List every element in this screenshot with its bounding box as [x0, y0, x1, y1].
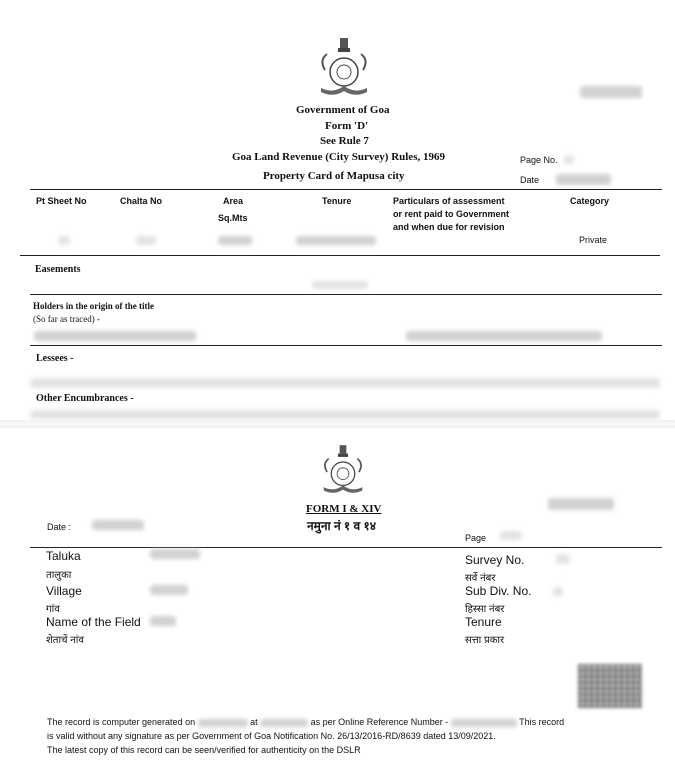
header-area-unit: Sq.Mts — [218, 213, 248, 223]
header-pt-sheet: Pt Sheet No — [36, 196, 87, 206]
category-value: Private — [579, 235, 608, 245]
redacted-date — [92, 520, 144, 530]
page-label: Page — [465, 533, 487, 543]
goa-emblem-icon — [317, 436, 369, 498]
survey-no-label: Survey No. — [465, 553, 525, 567]
form-title: FORM I & XIV — [306, 503, 382, 515]
qr-code-icon — [578, 664, 642, 708]
redacted-sub-div — [553, 587, 563, 596]
redacted-lessees — [30, 378, 660, 388]
survey-no-label-marathi: सर्वे नंबर — [465, 573, 496, 584]
taluka-label: Taluka — [46, 549, 81, 563]
redacted-ref — [548, 498, 614, 510]
header-particulars-2: or rent paid to Government — [393, 209, 510, 219]
property-card-title: Property Card of Mapusa city — [263, 170, 405, 182]
field-name-label: Name of the Field — [46, 615, 141, 629]
redacted-ref — [580, 86, 642, 98]
village-label: Village — [46, 584, 82, 598]
divider — [30, 547, 662, 548]
date-label: Date — [520, 175, 540, 185]
title-form-d: Form 'D' — [325, 120, 369, 132]
redacted-tenure — [296, 236, 376, 245]
redacted-easements — [312, 281, 368, 289]
page-no-label: Page No. — [520, 155, 558, 165]
date-label: Date : — [47, 522, 72, 532]
redacted-field-name — [150, 616, 176, 626]
lessees-label: Lessees - — [36, 353, 74, 364]
header-particulars-1: Particulars of assessment — [393, 196, 505, 206]
easements-label: Easements — [35, 264, 81, 275]
header-particulars-3: and when due for revision — [393, 222, 505, 232]
holders-sub-label: (So far as traced) - — [33, 314, 100, 324]
redacted-area — [218, 236, 252, 245]
redacted-encumbrances — [30, 410, 660, 419]
field-name-label-marathi: शेताचें नांव — [46, 635, 84, 646]
holders-label: Holders in the origin of the title — [33, 301, 154, 311]
redacted-generated-date — [198, 719, 248, 727]
header-tenure: Tenure — [322, 196, 352, 206]
footer-line-2: is valid without any signature as per Government of Goa Notification No. 26/13/2016-RD/8639 dated 13/09/2021. — [47, 731, 496, 741]
village-label-marathi: गांव — [46, 604, 60, 615]
redacted-generated-time — [260, 719, 308, 727]
header-area: Area — [223, 196, 244, 206]
title-rules-act: Goa Land Revenue (City Survey) Rules, 1969 — [232, 151, 445, 163]
title-rule: See Rule 7 — [320, 135, 369, 147]
redacted-holder-1 — [34, 331, 196, 341]
goa-emblem-icon — [313, 30, 375, 98]
title-government: Government of Goa — [296, 104, 390, 116]
header-category: Category — [570, 196, 610, 206]
redacted-page — [500, 531, 522, 540]
redacted-village — [150, 585, 188, 595]
footer-text: at — [250, 717, 258, 727]
redacted-taluka — [150, 549, 200, 559]
footer-text: The record is computer generated on — [47, 717, 196, 727]
redacted-reference-number — [451, 719, 517, 727]
redacted-date — [556, 174, 611, 185]
form-title-marathi: नमुना नं १ व १४ — [307, 519, 376, 533]
header-chalta: Chalta No — [120, 196, 163, 206]
divider — [30, 345, 662, 346]
tenure-label: Tenure — [465, 615, 502, 629]
other-encumbrances-label: Other Encumbrances - — [36, 393, 134, 404]
divider — [30, 294, 662, 295]
footer-text: This record — [519, 717, 565, 727]
footer-text: as per Online Reference Number - — [310, 717, 449, 727]
sub-div-label: Sub Div. No. — [465, 584, 532, 598]
redacted-page-no — [564, 155, 574, 164]
redacted-pt-sheet — [58, 236, 70, 245]
footer-line-1 — [47, 717, 564, 727]
redacted-holder-2 — [406, 331, 602, 341]
redacted-chalta — [136, 236, 156, 245]
divider — [30, 189, 662, 190]
divider — [20, 255, 660, 256]
footer-line-3: The latest copy of this record can be seen/verified for authenticity on the DSLR — [47, 745, 361, 755]
taluka-label-marathi: तालुका — [46, 570, 72, 581]
sub-div-label-marathi: हिस्सा नंबर — [465, 604, 505, 615]
redacted-survey-no — [556, 554, 570, 564]
tenure-label-marathi: सत्ता प्रकार — [465, 635, 505, 646]
page-fold — [0, 420, 675, 428]
